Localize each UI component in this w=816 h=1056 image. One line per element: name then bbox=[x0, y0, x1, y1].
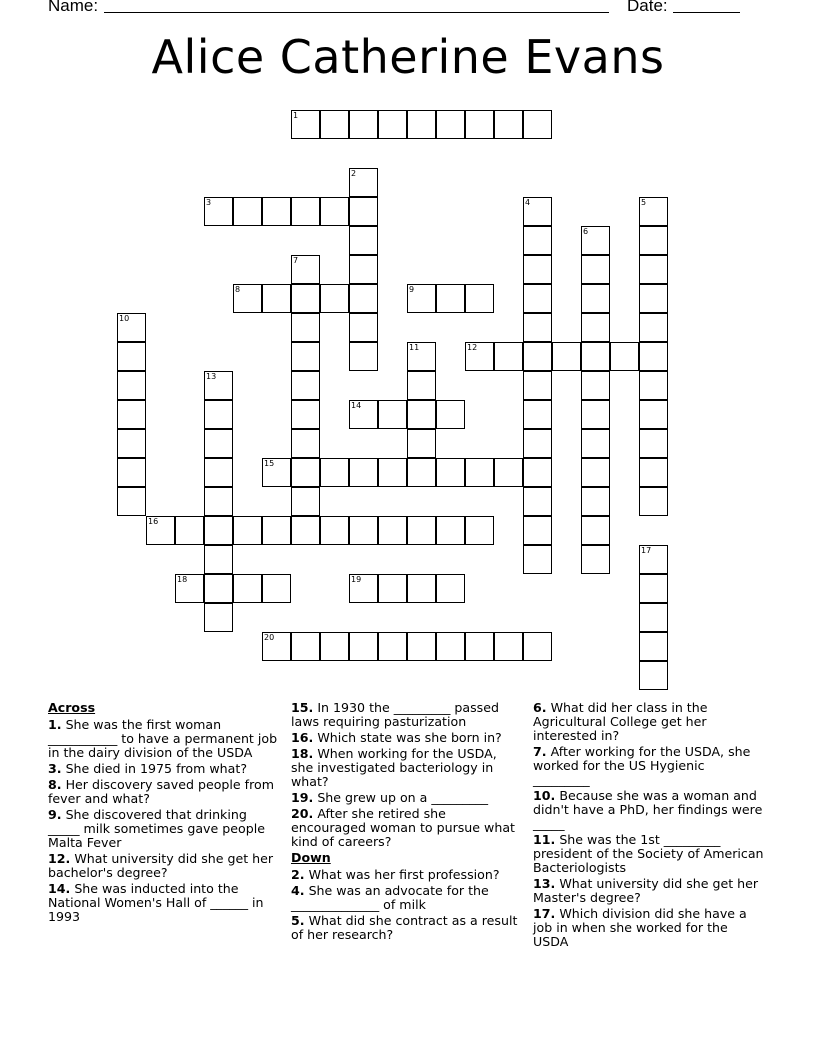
clue-number-label: 12 bbox=[467, 343, 478, 352]
clue-item bbox=[291, 747, 523, 789]
grid-cell[interactable] bbox=[639, 603, 668, 632]
grid-cell[interactable] bbox=[552, 342, 581, 371]
grid-cell[interactable] bbox=[639, 400, 668, 429]
grid-cell[interactable] bbox=[581, 342, 610, 371]
clue-text: When working for the USDA, she investigated bacteriology in what? bbox=[291, 746, 497, 789]
clue-item bbox=[291, 868, 523, 882]
grid-cell[interactable] bbox=[639, 429, 668, 458]
grid-cell[interactable] bbox=[523, 313, 552, 342]
clue-text: Which division did she have a job in when she worked for the USDA bbox=[533, 906, 747, 949]
grid-cell[interactable] bbox=[349, 342, 378, 371]
grid-cell[interactable] bbox=[291, 632, 320, 661]
grid-cell[interactable] bbox=[494, 342, 523, 371]
clue-number-label: 8 bbox=[235, 285, 241, 294]
grid-cell[interactable] bbox=[378, 458, 407, 487]
clue-text: She was the first woman ___________ to have a permanent job in the dairy division of the USDA bbox=[48, 717, 278, 760]
clue-number-label: 7 bbox=[293, 256, 299, 265]
grid-cell[interactable] bbox=[494, 458, 523, 487]
grid-cell[interactable] bbox=[639, 487, 668, 516]
grid-cell[interactable] bbox=[175, 574, 204, 603]
clue-number-label: 3 bbox=[206, 198, 212, 207]
grid-cell[interactable] bbox=[523, 632, 552, 661]
grid-cell[interactable] bbox=[523, 226, 552, 255]
grid-cell[interactable] bbox=[581, 371, 610, 400]
grid-cell[interactable] bbox=[581, 458, 610, 487]
grid-cell[interactable] bbox=[610, 342, 639, 371]
clue-number: 5. bbox=[291, 913, 305, 928]
clue-number: 10. bbox=[533, 788, 556, 803]
clue-number-label: 18 bbox=[177, 575, 188, 584]
grid-cell[interactable] bbox=[262, 516, 291, 545]
grid-cell[interactable] bbox=[204, 429, 233, 458]
clue-text: After working for the USDA, she worked for the US Hygienic _________ bbox=[533, 744, 751, 787]
grid-cell[interactable] bbox=[262, 284, 291, 313]
grid-cell[interactable] bbox=[349, 226, 378, 255]
grid-cell[interactable] bbox=[117, 487, 146, 516]
grid-cell[interactable] bbox=[494, 632, 523, 661]
grid-cell[interactable] bbox=[639, 632, 668, 661]
grid-cell[interactable] bbox=[291, 429, 320, 458]
grid-cell[interactable] bbox=[320, 516, 349, 545]
puzzle-title: Alice Catherine Evans bbox=[151, 30, 665, 84]
grid-cell[interactable] bbox=[320, 284, 349, 313]
grid-cell[interactable] bbox=[233, 516, 262, 545]
grid-cell[interactable] bbox=[581, 545, 610, 574]
grid-cell[interactable] bbox=[117, 313, 146, 342]
grid-cell[interactable] bbox=[204, 574, 233, 603]
clue-text: What did her class in the Agricultural College get her interested in? bbox=[533, 700, 708, 743]
grid-cell[interactable] bbox=[639, 371, 668, 400]
grid-cell[interactable] bbox=[204, 197, 233, 226]
clue-item bbox=[533, 907, 765, 949]
grid-cell[interactable] bbox=[291, 371, 320, 400]
grid-cell[interactable] bbox=[291, 400, 320, 429]
grid-cell[interactable] bbox=[320, 110, 349, 139]
grid-cell[interactable] bbox=[523, 371, 552, 400]
grid-cell[interactable] bbox=[117, 371, 146, 400]
clue-item bbox=[291, 884, 523, 912]
grid-cell[interactable] bbox=[320, 632, 349, 661]
clue-number: 9. bbox=[48, 807, 62, 822]
clue-item bbox=[533, 833, 765, 875]
clue-number-label: 4 bbox=[525, 198, 531, 207]
clue-text: She was inducted into the National Women's Hall of ______ in 1993 bbox=[48, 881, 264, 924]
clue-item bbox=[48, 718, 280, 760]
grid-cell[interactable] bbox=[291, 313, 320, 342]
date-label: Date: bbox=[627, 0, 668, 15]
grid-cell[interactable] bbox=[378, 400, 407, 429]
grid-cell[interactable] bbox=[146, 516, 175, 545]
grid-cell[interactable] bbox=[581, 226, 610, 255]
clue-number-label: 20 bbox=[264, 633, 275, 642]
clue-text: Because she was a woman and didn't have a PhD, her findings were _____ bbox=[533, 788, 763, 831]
clue-number: 1. bbox=[48, 717, 62, 732]
grid-cell[interactable] bbox=[523, 400, 552, 429]
clue-number-label: 1 bbox=[293, 111, 299, 120]
clue-number-label: 2 bbox=[351, 169, 357, 178]
grid-cell[interactable] bbox=[639, 458, 668, 487]
grid-cell[interactable] bbox=[117, 458, 146, 487]
grid-cell[interactable] bbox=[523, 516, 552, 545]
clue-item bbox=[291, 914, 523, 942]
grid-cell[interactable] bbox=[349, 284, 378, 313]
grid-cell[interactable] bbox=[581, 487, 610, 516]
clue-number-label: 5 bbox=[641, 198, 647, 207]
clue-number: 18. bbox=[291, 746, 314, 761]
grid-cell[interactable] bbox=[378, 516, 407, 545]
clue-number: 6. bbox=[533, 700, 547, 715]
grid-cell[interactable] bbox=[262, 458, 291, 487]
grid-cell[interactable] bbox=[639, 574, 668, 603]
clue-item bbox=[291, 701, 523, 729]
grid-cell[interactable] bbox=[233, 284, 262, 313]
clue-number-label: 19 bbox=[351, 575, 362, 584]
grid-cell[interactable] bbox=[407, 574, 436, 603]
clue-number: 19. bbox=[291, 790, 314, 805]
clue-number: 16. bbox=[291, 730, 314, 745]
clue-text: In 1930 the _________ passed laws requiring pasturization bbox=[291, 700, 499, 729]
grid-cell[interactable] bbox=[204, 458, 233, 487]
clue-text: She died in 1975 from what? bbox=[61, 761, 248, 776]
clue-column-2 bbox=[291, 701, 523, 944]
clue-item bbox=[48, 882, 280, 924]
clue-number: 14. bbox=[48, 881, 71, 896]
clue-number: 4. bbox=[291, 883, 305, 898]
grid-cell[interactable] bbox=[378, 574, 407, 603]
clue-number: 13. bbox=[533, 876, 556, 891]
grid-cell[interactable] bbox=[349, 400, 378, 429]
grid-cell[interactable] bbox=[523, 284, 552, 313]
grid-cell[interactable] bbox=[581, 516, 610, 545]
grid-cell[interactable] bbox=[639, 255, 668, 284]
clue-text: After she retired she encouraged woman to pursue what kind of careers? bbox=[291, 806, 515, 849]
grid-cell[interactable] bbox=[407, 516, 436, 545]
clue-item bbox=[533, 701, 765, 743]
clue-number: 12. bbox=[48, 851, 71, 866]
grid-cell[interactable] bbox=[581, 255, 610, 284]
clue-text: She was the 1st _________ president of the Society of American Bacteriologists bbox=[533, 832, 764, 875]
grid-cell[interactable] bbox=[639, 545, 668, 574]
grid-cell[interactable] bbox=[320, 458, 349, 487]
grid-cell[interactable] bbox=[436, 632, 465, 661]
grid-cell[interactable] bbox=[262, 632, 291, 661]
grid-cell[interactable] bbox=[291, 516, 320, 545]
grid-cell[interactable] bbox=[465, 342, 494, 371]
grid-cell[interactable] bbox=[639, 197, 668, 226]
grid-cell[interactable] bbox=[436, 284, 465, 313]
grid-cell[interactable] bbox=[407, 632, 436, 661]
grid-cell[interactable] bbox=[349, 574, 378, 603]
grid-cell[interactable] bbox=[320, 197, 349, 226]
down-heading: Down bbox=[291, 850, 331, 865]
clue-column-1 bbox=[48, 701, 280, 926]
clue-number: 8. bbox=[48, 777, 62, 792]
clue-item bbox=[291, 731, 523, 745]
clue-text: She discovered that drinking _____ milk sometimes gave people Malta Fever bbox=[48, 807, 265, 850]
grid-cell[interactable] bbox=[204, 371, 233, 400]
clue-text: Her discovery saved people from fever and what? bbox=[48, 777, 274, 806]
grid-cell[interactable] bbox=[639, 313, 668, 342]
clue-number-label: 17 bbox=[641, 546, 652, 555]
clue-text: Which state was she born in? bbox=[313, 730, 502, 745]
grid-cell[interactable] bbox=[581, 400, 610, 429]
clue-text: She was an advocate for the ______________ of milk bbox=[291, 883, 489, 912]
grid-cell[interactable] bbox=[465, 284, 494, 313]
clue-item bbox=[48, 852, 280, 880]
grid-cell[interactable] bbox=[349, 516, 378, 545]
clue-number-label: 15 bbox=[264, 459, 275, 468]
clue-number: 15. bbox=[291, 700, 314, 715]
clue-number: 2. bbox=[291, 867, 305, 882]
grid-cell[interactable] bbox=[523, 487, 552, 516]
clue-number: 7. bbox=[533, 744, 547, 759]
grid-cell[interactable] bbox=[407, 284, 436, 313]
grid-cell[interactable] bbox=[291, 197, 320, 226]
clue-number: 11. bbox=[533, 832, 556, 847]
grid-cell[interactable] bbox=[523, 458, 552, 487]
grid-cell[interactable] bbox=[581, 429, 610, 458]
grid-cell[interactable] bbox=[436, 458, 465, 487]
grid-cell[interactable] bbox=[639, 661, 668, 690]
grid-cell[interactable] bbox=[407, 400, 436, 429]
grid-cell[interactable] bbox=[291, 110, 320, 139]
grid-cell[interactable] bbox=[349, 255, 378, 284]
clue-item bbox=[291, 807, 523, 849]
grid-cell[interactable] bbox=[233, 574, 262, 603]
grid-cell[interactable] bbox=[436, 400, 465, 429]
grid-cell[interactable] bbox=[407, 429, 436, 458]
clue-item bbox=[533, 745, 765, 787]
grid-cell[interactable] bbox=[465, 632, 494, 661]
clue-column-3 bbox=[533, 701, 765, 951]
grid-cell[interactable] bbox=[378, 632, 407, 661]
grid-cell[interactable] bbox=[291, 458, 320, 487]
grid-cell[interactable] bbox=[291, 284, 320, 313]
grid-cell[interactable] bbox=[436, 110, 465, 139]
grid-cell[interactable] bbox=[349, 168, 378, 197]
grid-cell[interactable] bbox=[523, 110, 552, 139]
grid-cell[interactable] bbox=[349, 458, 378, 487]
grid-cell[interactable] bbox=[523, 545, 552, 574]
grid-cell[interactable] bbox=[407, 342, 436, 371]
grid-cell[interactable] bbox=[523, 429, 552, 458]
grid-cell[interactable] bbox=[494, 110, 523, 139]
grid-cell[interactable] bbox=[233, 197, 262, 226]
grid-cell[interactable] bbox=[523, 255, 552, 284]
clue-number-label: 9 bbox=[409, 285, 415, 294]
grid-cell[interactable] bbox=[204, 400, 233, 429]
clue-number: 3. bbox=[48, 761, 62, 776]
name-label: Name: bbox=[48, 0, 99, 15]
grid-cell[interactable] bbox=[291, 255, 320, 284]
clue-text: What university did she get her bachelor's degree? bbox=[48, 851, 274, 880]
grid-cell[interactable] bbox=[204, 487, 233, 516]
clue-text: What was her first profession? bbox=[304, 867, 500, 882]
grid-cell[interactable] bbox=[639, 284, 668, 313]
grid-cell[interactable] bbox=[465, 458, 494, 487]
clue-item bbox=[291, 791, 523, 805]
clue-number-label: 13 bbox=[206, 372, 217, 381]
clue-text: What university did she get her Master's degree? bbox=[533, 876, 759, 905]
clue-number-label: 14 bbox=[351, 401, 362, 410]
clue-number-label: 10 bbox=[119, 314, 130, 323]
grid-cell[interactable] bbox=[639, 226, 668, 255]
grid-cell[interactable] bbox=[175, 516, 204, 545]
across-heading: Across bbox=[48, 700, 96, 715]
grid-cell[interactable] bbox=[349, 110, 378, 139]
clue-text: She grew up on a _________ bbox=[313, 790, 489, 805]
grid-cell[interactable] bbox=[378, 110, 407, 139]
grid-cell[interactable] bbox=[523, 342, 552, 371]
grid-cell[interactable] bbox=[639, 342, 668, 371]
grid-cell[interactable] bbox=[262, 574, 291, 603]
grid-cell[interactable] bbox=[436, 516, 465, 545]
clue-item bbox=[533, 877, 765, 905]
grid-cell[interactable] bbox=[436, 574, 465, 603]
grid-cell[interactable] bbox=[117, 400, 146, 429]
grid-cell[interactable] bbox=[349, 632, 378, 661]
clue-item bbox=[48, 778, 280, 806]
grid-cell[interactable] bbox=[523, 197, 552, 226]
clue-number: 17. bbox=[533, 906, 556, 921]
grid-cell[interactable] bbox=[407, 458, 436, 487]
grid-cell[interactable] bbox=[349, 197, 378, 226]
grid-cell[interactable] bbox=[407, 110, 436, 139]
grid-cell[interactable] bbox=[465, 516, 494, 545]
grid-cell[interactable] bbox=[407, 371, 436, 400]
clue-item bbox=[48, 808, 280, 850]
grid-cell[interactable] bbox=[204, 545, 233, 574]
clue-item bbox=[533, 789, 765, 831]
grid-cell[interactable] bbox=[465, 110, 494, 139]
grid-cell[interactable] bbox=[262, 197, 291, 226]
grid-cell[interactable] bbox=[291, 342, 320, 371]
clue-number-label: 11 bbox=[409, 343, 420, 352]
grid-cell[interactable] bbox=[581, 313, 610, 342]
clue-item bbox=[48, 762, 280, 776]
grid-cell[interactable] bbox=[117, 342, 146, 371]
grid-cell[interactable] bbox=[349, 313, 378, 342]
grid-cell[interactable] bbox=[291, 487, 320, 516]
clue-number-label: 16 bbox=[148, 517, 159, 526]
grid-cell[interactable] bbox=[204, 516, 233, 545]
grid-cell[interactable] bbox=[117, 429, 146, 458]
grid-cell[interactable] bbox=[581, 284, 610, 313]
grid-cell[interactable] bbox=[204, 603, 233, 632]
clue-number-label: 6 bbox=[583, 227, 589, 236]
clue-text: What did she contract as a result of her research? bbox=[291, 913, 518, 942]
clue-number: 20. bbox=[291, 806, 314, 821]
